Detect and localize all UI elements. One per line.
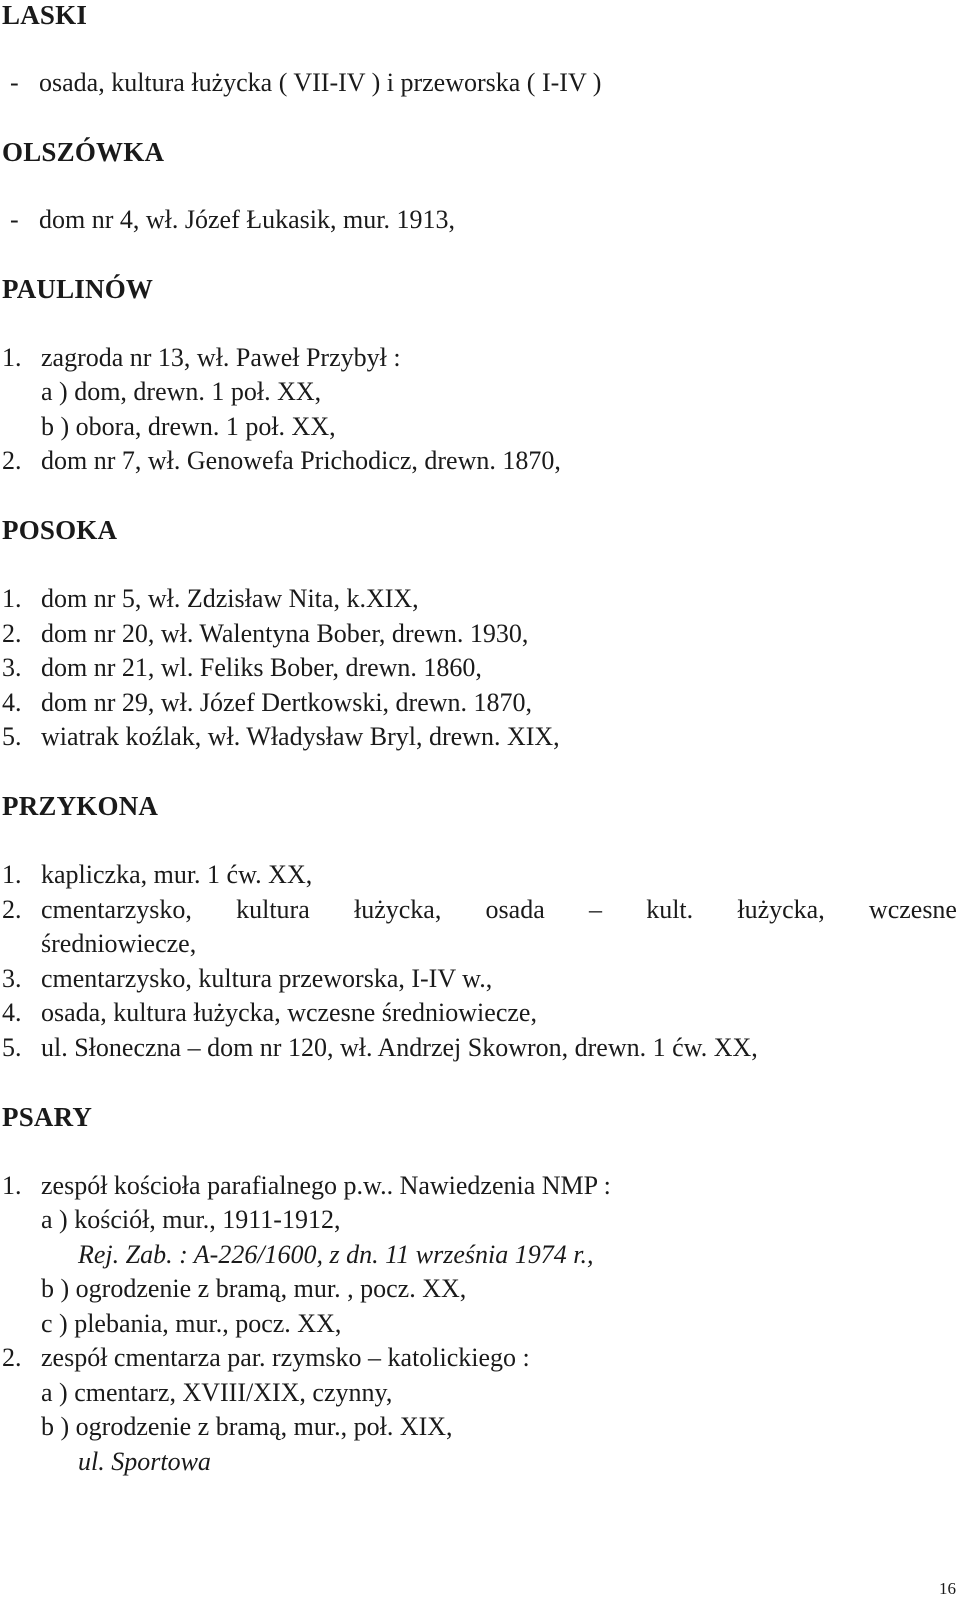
item-text: osada, kultura łużycka, wczesne średniowiecze,: [41, 998, 537, 1027]
list-item: [2, 895, 957, 925]
item-number: 1.: [2, 343, 22, 372]
item-number: 1.: [2, 584, 22, 613]
item-number: 3.: [2, 653, 22, 682]
word: kult.: [646, 895, 694, 924]
item-text: zespół cmentarza par. rzymsko – katolickiego :: [41, 1343, 530, 1372]
item-number: 2.: [2, 446, 22, 475]
word: kultura: [236, 895, 310, 924]
sub-item: a ) kościół, mur., 1911-1912,: [41, 1205, 341, 1234]
list-item: [2, 688, 532, 718]
list-item: [2, 619, 528, 649]
street-note: ul. Sportowa: [78, 1447, 211, 1476]
item-text: wiatrak koźlak, wł. Władysław Bryl, drewn. XIX,: [41, 722, 560, 751]
item-continuation: średniowiecze,: [41, 929, 197, 958]
item-text: zespół kościoła parafialnego p.w.. Nawiedzenia NMP :: [41, 1171, 611, 1200]
list-item: [2, 998, 537, 1028]
item-text: zagroda nr 13, wł. Paweł Przybył :: [41, 343, 401, 372]
sub-item: b ) ogrodzenie z bramą, mur. , pocz. XX,: [41, 1274, 467, 1303]
sub-item: b ) obora, drewn. 1 poł. XX,: [41, 412, 336, 441]
item-number: 4.: [2, 998, 22, 1027]
item-text: osada, kultura łużycka ( VII-IV ) i przeworska ( I-IV ): [39, 68, 602, 97]
item-text: dom nr 5, wł. Zdzisław Nita, k.XIX,: [41, 584, 419, 613]
section-heading-paulinow: PAULINÓW: [2, 274, 154, 304]
list-item: [2, 1033, 758, 1063]
item-number: 5.: [2, 1033, 22, 1062]
list-item: [10, 68, 601, 98]
dash-marker: -: [10, 68, 19, 97]
sub-item: a ) dom, drewn. 1 poł. XX,: [41, 377, 322, 406]
sub-item: b ) ogrodzenie z bramą, mur., poł. XIX,: [41, 1412, 453, 1441]
item-text: dom nr 21, wl. Feliks Bober, drewn. 1860,: [41, 653, 482, 682]
dash-marker: -: [10, 205, 19, 234]
item-number: 2.: [2, 895, 22, 924]
section-heading-posoka: POSOKA: [2, 515, 118, 545]
item-number: 5.: [2, 722, 22, 751]
list-item: [2, 722, 560, 752]
word: osada: [485, 895, 545, 924]
list-item: [2, 1343, 530, 1373]
word: –: [588, 895, 602, 924]
item-number: 2.: [2, 1343, 22, 1372]
list-item: [2, 343, 401, 373]
sub-item: a ) cmentarz, XVIII/XIX, czynny,: [41, 1378, 393, 1407]
word: wczesne: [868, 895, 957, 924]
registry-note: Rej. Zab. : A-226/1600, z dn. 11 września 1974 r.,: [78, 1240, 594, 1269]
section-heading-laski: LASKI: [2, 0, 88, 30]
list-item: [2, 1171, 611, 1201]
item-text: dom nr 7, wł. Genowefa Prichodicz, drewn. 1870,: [41, 446, 561, 475]
section-heading-olszowka: OLSZÓWKA: [2, 137, 165, 167]
item-number: 1.: [2, 1171, 22, 1200]
item-text: dom nr 20, wł. Walentyna Bober, drewn. 1930,: [41, 619, 529, 648]
list-item: [2, 446, 561, 476]
list-item: [2, 653, 482, 683]
section-heading-psary: PSARY: [2, 1102, 93, 1132]
word: łużycka,: [353, 895, 442, 924]
item-number: 3.: [2, 964, 22, 993]
sub-item: c ) plebania, mur., pocz. XX,: [41, 1309, 342, 1338]
section-heading-przykona: PRZYKONA: [2, 791, 159, 821]
list-item: [2, 964, 492, 994]
item-text-justified: [41, 895, 957, 925]
page-number: 16: [939, 1579, 956, 1598]
item-text: cmentarzysko, kultura przeworska, I-IV w.,: [41, 964, 493, 993]
list-item: [2, 584, 419, 614]
list-item: [2, 860, 312, 890]
item-text: kapliczka, mur. 1 ćw. XX,: [41, 860, 313, 889]
list-item: [10, 205, 455, 235]
item-number: 1.: [2, 860, 22, 889]
item-number: 4.: [2, 688, 22, 717]
item-text: dom nr 4, wł. Józef Łukasik, mur. 1913,: [39, 205, 455, 234]
word: cmentarzysko,: [41, 895, 192, 924]
word: łużycka,: [737, 895, 825, 924]
item-text: dom nr 29, wł. Józef Dertkowski, drewn. 1870,: [41, 688, 533, 717]
item-text: ul. Słoneczna – dom nr 120, wł. Andrzej Skowron, drewn. 1 ćw. XX,: [41, 1033, 758, 1062]
item-number: 2.: [2, 619, 22, 648]
